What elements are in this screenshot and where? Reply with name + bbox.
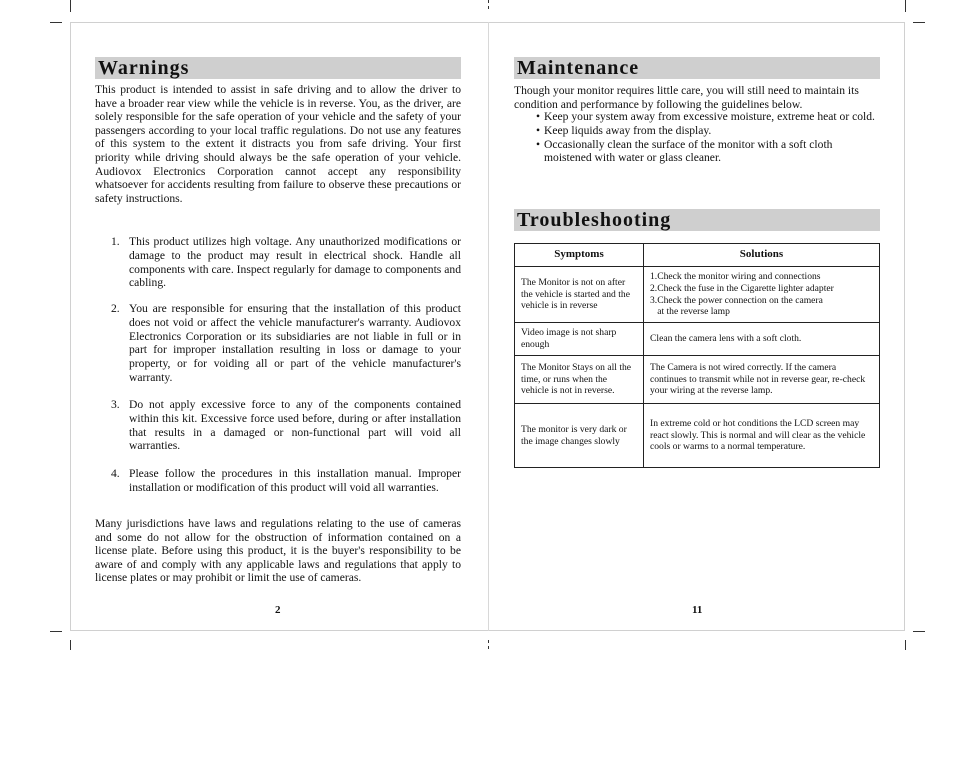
column-header-solutions: Solutions: [644, 244, 880, 267]
maintenance-list: [536, 111, 880, 166]
warning-item-text: This product utilizes high voltage. Any unauthorized modifications or damage to the product may result in electrical shock. Handle all components with care. Inspect regularly for damage to components and cabling.: [129, 235, 461, 290]
warning-item-text: You are responsible for ensuring that the installation of this product does not void or affect the vehicle manufacturer's warranty. Audiovox Electronics Corporation or its subsidiaries are not liable in full or in part for improper installation resulting in loss or damage to your property, or for voiding all or part of the vehicle manufacturer's warranty.: [129, 302, 461, 384]
license-plate-paragraph: Many jurisdictions have laws and regulations relating to the use of cameras and some do not allow for the obstruction of information contained on a license plate. Before using this product, it is the buyer's responsibility to be aware of and comply with any applicable laws and regulations that apply to license plates or may prohibit or limit the use of cameras.: [95, 517, 461, 585]
table-row: [515, 356, 880, 404]
center-fold-line: [488, 22, 489, 631]
maintenance-bullet: [536, 111, 880, 124]
bullet-icon: •: [536, 123, 541, 137]
table-row: [515, 404, 880, 468]
warning-item-1: [111, 235, 461, 290]
page-number-right: 11: [692, 604, 703, 616]
crop-mark-top-left: [70, 0, 71, 12]
solution-cell: [644, 267, 880, 323]
warning-item-number: 3.: [111, 398, 120, 411]
solution-line: 1.Check the monitor wiring and connections: [650, 271, 821, 283]
bullet-icon: •: [536, 137, 541, 151]
fold-mark-bottom-2: [488, 646, 489, 649]
solution-line: The Camera is not wired correctly. If the camera continues to transmit while not in reverse gear, re-check your wiring at the reverse lamp.: [650, 362, 866, 397]
crop-mark-bottom-right: [905, 640, 906, 650]
symptom-cell: The Monitor is not on after the vehicle is started and the vehicle is in reverse: [515, 267, 644, 323]
warning-item-number: 4.: [111, 467, 120, 480]
crop-mark-left-upper: [50, 22, 62, 23]
solution-line: In extreme cold or hot conditions the LCD screen may react slowly. This is normal and will clear as the vehicle cools or warms to a normal temperature.: [650, 418, 866, 453]
warning-item-number: 2.: [111, 302, 120, 315]
bullet-text: Occasionally clean the surface of the monitor with a soft cloth moistened with water or glass cleaner.: [544, 137, 833, 164]
solution-cell: [644, 323, 880, 356]
warning-item-2: [111, 302, 461, 385]
page-number-left: 2: [275, 604, 281, 616]
maintenance-intro: Though your monitor requires little care, you will still need to maintain its condition and performance by following the guidelines below.: [514, 84, 859, 111]
solution-line: 2.Check the fuse in the Cigarette lighter adapter: [650, 282, 834, 294]
crop-mark-right-upper: [913, 22, 925, 23]
symptom-cell: The Monitor Stays on all the time, or runs when the vehicle is not in reverse.: [515, 356, 644, 404]
solution-line: Clean the camera lens with a soft cloth.: [650, 333, 802, 345]
warning-item-text: Please follow the procedures in this installation manual. Improper installation or modification of this product will void all warranties.: [129, 467, 461, 494]
solution-line: at the reverse lamp: [650, 306, 730, 318]
crop-mark-left-lower: [50, 631, 62, 632]
maintenance-bullet: [536, 125, 880, 138]
maintenance-heading: Maintenance: [514, 57, 880, 79]
fold-mark-bottom: [488, 640, 489, 643]
solution-line: 3.Check the power connection on the camera: [650, 294, 823, 306]
warning-item-4: [111, 467, 461, 495]
table-row: [515, 323, 880, 356]
crop-mark-bottom-left: [70, 640, 71, 650]
symptom-cell: The monitor is very dark or the image changes slowly: [515, 404, 644, 468]
warning-item-3: [111, 398, 461, 453]
maintenance-bullet: [536, 139, 880, 165]
symptom-cell: Video image is not sharp enough: [515, 323, 644, 356]
warnings-intro: This product is intended to assist in safe driving and to allow the driver to have a broader rear view while the vehicle is in reverse. You, as the driver, are solely responsible for the safe operation of your vehicle and the safety of your passengers according to your local traffic regulations. Do not use any features of this system to the extent it distracts you from safe driving. Your first priority while driving should always be the safe operation of your vehicle. Audiovox Electronics Corporation cannot accept any responsibility whatsoever for accidents resulting from failure to observe these precautions or safety instructions.: [95, 83, 461, 205]
troubleshooting-heading: Troubleshooting: [514, 209, 880, 231]
solution-cell: [644, 404, 880, 468]
warning-item-number: 1.: [111, 235, 120, 248]
fold-mark-top: [488, 0, 489, 3]
bullet-icon: •: [536, 110, 541, 123]
right-page: [514, 0, 880, 640]
column-header-symptoms: Symptoms: [515, 244, 644, 267]
bullet-text: Keep your system away from excessive moisture, extreme heat or cold.: [544, 110, 875, 123]
solution-cell: [644, 356, 880, 404]
troubleshooting-table: [514, 243, 880, 468]
bullet-text: Keep liquids away from the display.: [544, 123, 712, 137]
table-row: [515, 267, 880, 323]
warning-item-text: Do not apply excessive force to any of the components contained within this kit. Excessive force used before, during or after installation that results in a damaged or non-functional part will void all warranties.: [129, 398, 461, 453]
crop-mark-right-lower: [913, 631, 925, 632]
warnings-heading: Warnings: [95, 57, 461, 79]
left-page: [95, 0, 461, 640]
table-header-row: [515, 244, 880, 267]
fold-mark-top-2: [488, 6, 489, 9]
crop-mark-top-right: [905, 0, 906, 12]
